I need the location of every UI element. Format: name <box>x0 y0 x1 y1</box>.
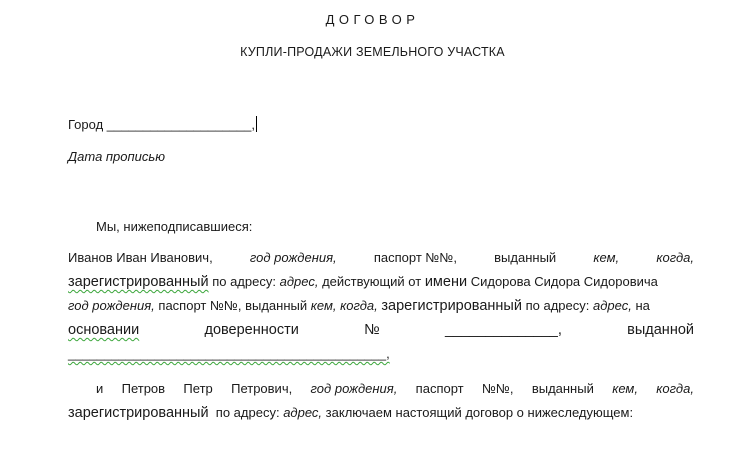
party2-passport-no: №№, <box>481 381 514 396</box>
number-sign: № <box>364 322 380 338</box>
party1-kem: кем, <box>593 250 620 265</box>
party2-line1 <box>96 381 694 397</box>
rep-address: адрес, <box>592 298 632 313</box>
party2-registered: зарегистрированный <box>68 405 209 421</box>
rep-kem-kogda: кем, когда, <box>310 298 378 313</box>
document-title: ДОГОВОР <box>325 12 420 27</box>
party1-line3 <box>68 298 650 314</box>
party1-represented: Сидорова Сидора Сидоровича <box>470 274 658 289</box>
document-subtitle: КУПЛИ-ПРОДАЖИ ЗЕМЕЛЬНОГО УЧАСТКА <box>240 45 505 59</box>
party2-firstname: Петр <box>183 381 213 396</box>
party2-and: и <box>96 381 104 396</box>
party1-kogda: когда, <box>656 250 694 265</box>
rep-passport: паспорт №№, выданный <box>158 298 308 313</box>
party1-name: Иванов Иван Иванович, <box>68 250 213 265</box>
rep-birth: год рождения, <box>68 298 155 313</box>
city-line <box>68 116 257 133</box>
basis-word: основании <box>68 322 140 338</box>
party2-patronymic: Петрович, <box>231 381 293 396</box>
city-label: Город <box>68 117 104 132</box>
issued-word: выданной <box>627 322 694 338</box>
party2-surname: Петров <box>121 381 166 396</box>
party1-passport: паспорт №№, <box>373 250 457 265</box>
attorney-number-blank: ______________, <box>444 322 562 338</box>
issuer-blank: ____________________________________________, <box>68 346 390 361</box>
party1-issued: выданный <box>494 250 557 265</box>
party1-by-address: по адресу: <box>212 274 276 289</box>
party1-registered: зарегистрированный <box>68 274 209 290</box>
party2-line2 <box>68 405 633 421</box>
party1-birth: год рождения, <box>249 250 337 265</box>
party2-issued: выданный <box>531 381 594 396</box>
party2-kem: кем, <box>612 381 638 396</box>
text-cursor <box>256 116 257 132</box>
party2-kogda: когда, <box>656 381 694 396</box>
party2-address: адрес, <box>283 405 323 420</box>
party2-by-address: по адресу: <box>215 405 280 420</box>
city-blank: ____________________, <box>106 117 256 132</box>
party2-birth: год рождения, <box>310 381 398 396</box>
party2-passport: паспорт <box>415 381 464 396</box>
party1-line4 <box>68 322 694 338</box>
party2-conclusion: заключаем настоящий договор о нижеследующем: <box>325 405 634 420</box>
rep-na: на <box>635 298 650 313</box>
party1-line5 <box>68 346 390 362</box>
party1-name-word: имени <box>424 274 468 290</box>
party1-line1 <box>68 250 694 266</box>
rep-by-address: по адресу: <box>525 298 590 313</box>
power-of-attorney-word: доверенности <box>204 322 299 338</box>
rep-registered: зарегистрированный <box>381 298 522 314</box>
party1-line2 <box>68 274 658 290</box>
party1-address: адрес, <box>279 274 319 289</box>
party1-acting: действующий от <box>322 274 422 289</box>
we-line: Мы, нижеподписавшиеся: <box>96 219 253 234</box>
date-line: Дата прописью <box>68 149 166 164</box>
